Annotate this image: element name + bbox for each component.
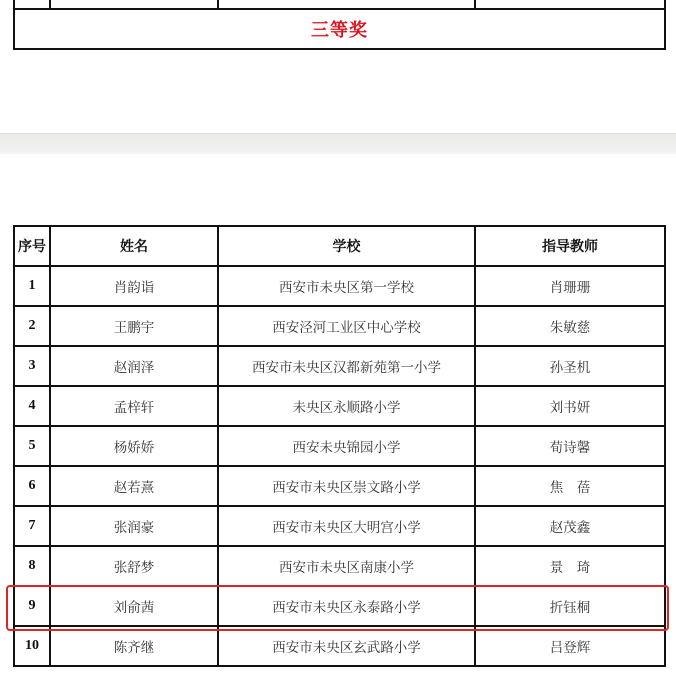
row-teacher: 焦 蓓 (475, 466, 665, 506)
row-school: 未央区永顺路小学 (218, 386, 475, 426)
row-school: 西安市未央区玄武路小学 (218, 626, 475, 666)
row-teacher: 肖珊珊 (475, 266, 665, 306)
table-row (14, 306, 665, 346)
header-teacher: 指导教师 (475, 226, 665, 266)
award-title: 三等奖 (14, 9, 665, 49)
header-name: 姓名 (50, 226, 218, 266)
table-row (14, 626, 665, 666)
row-name: 张舒梦 (50, 546, 218, 586)
table-row (14, 506, 665, 546)
row-index: 5 (14, 426, 50, 466)
row-index: 7 (14, 506, 50, 546)
award-winners-table (13, 225, 666, 667)
row-index: 4 (14, 386, 50, 426)
row-index: 8 (14, 546, 50, 586)
row-teacher: 孙圣机 (475, 346, 665, 386)
row-name: 杨娇娇 (50, 426, 218, 466)
table-row (14, 346, 665, 386)
row-school: 西安市未央区南康小学 (218, 546, 475, 586)
row-name: 张润豪 (50, 506, 218, 546)
row-school: 西安未央锦园小学 (218, 426, 475, 466)
table-row (14, 546, 665, 586)
row-index: 6 (14, 466, 50, 506)
table-row (14, 466, 665, 506)
row-name: 肖韵诣 (50, 266, 218, 306)
award-header-table (13, 0, 666, 50)
row-school: 西安泾河工业区中心学校 (218, 306, 475, 346)
row-teacher: 朱敏慈 (475, 306, 665, 346)
table-row (14, 266, 665, 306)
table-row-highlighted (14, 586, 665, 626)
row-index: 2 (14, 306, 50, 346)
award-row (14, 9, 665, 49)
row-teacher: 荀诗馨 (475, 426, 665, 466)
row-school: 西安市未央区崇文路小学 (218, 466, 475, 506)
row-school: 西安市未央区第一学校 (218, 266, 475, 306)
row-teacher: 赵茂鑫 (475, 506, 665, 546)
row-name: 赵润泽 (50, 346, 218, 386)
row-school: 西安市未央区永泰路小学 (218, 586, 475, 626)
header-index: 序号 (14, 226, 50, 266)
row-name: 陈齐继 (50, 626, 218, 666)
table-header-row (14, 226, 665, 266)
table-row (14, 426, 665, 466)
row-index: 3 (14, 346, 50, 386)
row-name: 孟梓轩 (50, 386, 218, 426)
page-break-gap (0, 133, 676, 154)
row-index: 9 (14, 586, 50, 626)
row-teacher: 景 琦 (475, 546, 665, 586)
table-row (14, 386, 665, 426)
row-name: 王鹏宇 (50, 306, 218, 346)
header-school: 学校 (218, 226, 475, 266)
row-school: 西安市未央区汉都新苑第一小学 (218, 346, 475, 386)
row-name: 刘俞茜 (50, 586, 218, 626)
row-index: 10 (14, 626, 50, 666)
previous-row-stub (14, 0, 665, 9)
row-teacher: 折钰桐 (475, 586, 665, 626)
row-index: 1 (14, 266, 50, 306)
row-school: 西安市未央区大明宫小学 (218, 506, 475, 546)
row-teacher: 刘书妍 (475, 386, 665, 426)
row-teacher: 吕登辉 (475, 626, 665, 666)
row-name: 赵若熹 (50, 466, 218, 506)
